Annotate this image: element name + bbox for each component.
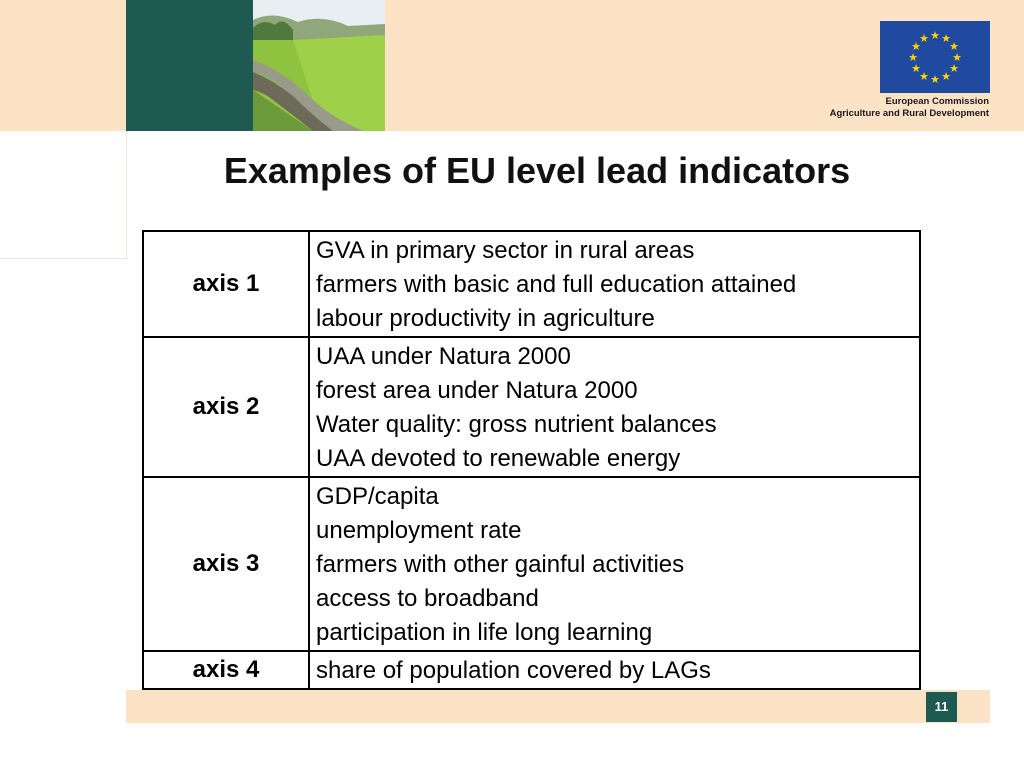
indicator-item: farmers with other gainful activities <box>316 551 685 578</box>
table-row <box>143 651 920 689</box>
svg-text:★: ★ <box>919 70 929 83</box>
svg-text:★: ★ <box>941 70 951 83</box>
svg-text:★: ★ <box>949 62 959 75</box>
indicator-list <box>309 231 920 337</box>
eu-flag-icon <box>880 21 990 93</box>
indicator-item: share of population covered by LAGs <box>316 657 711 684</box>
svg-text:★: ★ <box>949 40 959 53</box>
svg-text:★: ★ <box>908 51 918 64</box>
indicator-item: GDP/capita <box>316 483 439 510</box>
axis-label: axis 2 <box>143 337 309 477</box>
indicator-item: unemployment rate <box>316 517 522 544</box>
footer-band <box>126 690 990 723</box>
indicator-list <box>309 651 920 689</box>
svg-text:★: ★ <box>911 40 921 53</box>
table-row <box>143 231 920 337</box>
org-line-1: European Commission <box>885 96 989 107</box>
indicator-item: farmers with basic and full education attained <box>316 271 797 298</box>
indicator-list <box>309 337 920 477</box>
indicator-item: labour productivity in agriculture <box>316 305 655 332</box>
landscape-photo <box>253 0 385 131</box>
slide-title: Examples of EU level lead indicators <box>223 150 851 191</box>
svg-text:★: ★ <box>952 51 962 64</box>
organization-name <box>830 96 989 120</box>
indicator-item: UAA under Natura 2000 <box>316 343 571 370</box>
axis-label: axis 3 <box>143 477 309 651</box>
indicator-list <box>309 477 920 651</box>
table-row <box>143 477 920 651</box>
indicator-item: GVA in primary sector in rural areas <box>316 237 695 264</box>
indicator-item: access to broadband <box>316 585 539 612</box>
indicator-item: forest area under Natura 2000 <box>316 377 638 404</box>
axis-label: axis 1 <box>143 231 309 337</box>
svg-text:★: ★ <box>941 32 951 45</box>
page-number: 11 <box>926 692 957 722</box>
svg-text:★: ★ <box>930 73 940 86</box>
header-teal-block <box>126 0 253 131</box>
axis-label: axis 4 <box>143 651 309 689</box>
table-row <box>143 337 920 477</box>
svg-text:★: ★ <box>919 32 929 45</box>
indicator-item: UAA devoted to renewable energy <box>316 445 681 472</box>
indicators-table <box>142 230 921 690</box>
indicator-item: participation in life long learning <box>316 619 653 646</box>
svg-text:★: ★ <box>911 62 921 75</box>
indicator-item: Water quality: gross nutrient balances <box>316 411 717 438</box>
org-line-2: Agriculture and Rural Development <box>829 108 989 119</box>
svg-text:★: ★ <box>930 29 940 42</box>
